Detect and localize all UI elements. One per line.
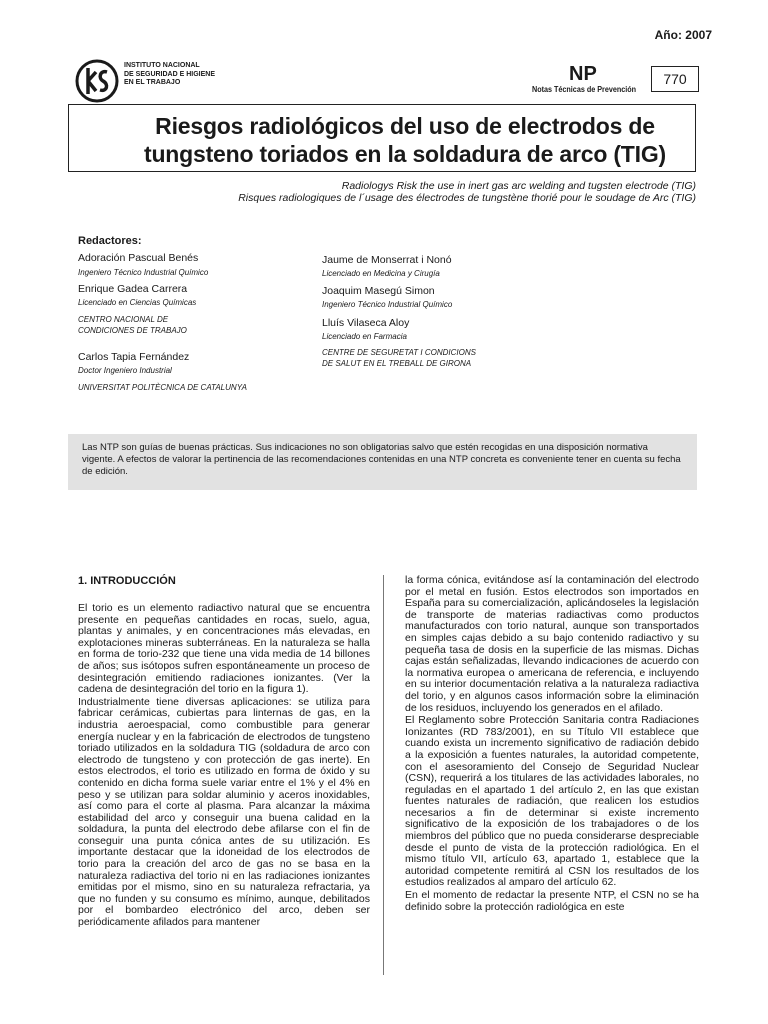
author-name: Lluís Vilaseca Aloy [322,317,410,329]
institution-name [124,62,215,88]
author-role: Licenciado en Medicina y Cirugía [322,269,440,278]
org-line: DE SALUT EN EL TREBALL DE GIRONA [322,359,472,368]
subtitle-french: Risques radiologiques de l´usage des électrodes de tungstène thorié pour le soudage de Arc (TIG) [238,192,696,204]
authors-label: Redactores: [78,235,142,247]
year-label: Año: 2007 [654,28,712,42]
institution-line: DE SEGURIDAD E HIGIENE [124,70,216,78]
author-name: Carlos Tapia Fernández [78,351,190,363]
series-label: Notas Técnicas de Prevención [532,85,637,94]
author-name: Adoración Pascual Benés [78,252,199,264]
author-organization: UNIVERSITAT POLITÈCNICA DE CATALUNYA [78,383,247,392]
author-name: Enrique Gadea Carrera [78,283,188,295]
author-role: Doctor Ingeniero Industrial [78,366,172,375]
page-title [70,112,740,168]
column-divider [383,575,384,975]
paragraph: Industrialmente tiene diversas aplicaciones: se utiliza para fabricar cerámicas, cubiertas para linternas de gas, en la industria aeroespacial, como combustible para generar energía nuclear y en la fabricación de electrodos de tungsteno toriado utilizados en la soldadura TIG (soldadura de arco con electrodo de tungsteno y con protección de gas inerte). En estos electrodos, el torio es utilizado en forma de óxido y su contenido en dicha forma suele variar entre el 1% y el 4% en peso y se utilizan para soldar aluminio y aceros inoxidables, así como para el corte al plasma. Para alcanzar la máxima estabilidad del arco y conseguir una buena calidad en la soldadura, la punta del electrodo debe afilarse con el fin de conseguir una punta cónica antes de su utilización. Es importante destacar que la idoneidad de los electrodos de torio para la creación del arco de gas no se basa en la naturaleza radiactiva del torio ni en las radiaciones ionizantes emitidas por el mismo, sino en su naturaleza refractaria, ya que no funden y su consumo es mínimo, aunque, debilitados por el bombardeo electrónico del arco, deben ser periódicamente afilados para mantener [78,695,370,929]
author-organization [322,347,476,369]
author-organization [78,314,187,336]
title-line: tungsteno toriados en la soldadura de arco (TIG) [143,141,667,167]
section-heading: 1. INTRODUCCIÓN [78,575,176,587]
body-column-left [78,603,370,930]
ntp-number: 770 [651,66,699,92]
org-line: CONDICIONES DE TRABAJO [78,326,187,335]
author-role: Licenciado en Ciencias Químicas [78,298,197,307]
institution-line: INSTITUTO NACIONAL [124,62,200,69]
institution-line: EN EL TRABAJO [124,79,181,86]
paragraph: El torio es un elemento radiactivo natural que se encuentra presente en pequeñas cantidades en rocas, suelo, agua, plantas y animales, y en concentraciones más elevadas, en explotaciones mineras subterráneas. En la naturaleza se halla en forma de torio-232 que tiene una vida media de 14 billones de años; sus isótopos sufren espontáneamente un proceso de desintegración emitiendo radiaciones ionizantes. (Ver la cadena de desintegración del torio en la figura 1). [78,602,370,696]
author-name: Jaume de Monserrat i Nonó [322,254,452,266]
insht-logo-icon [74,58,120,104]
paragraph: El Reglamento sobre Protección Sanitaria contra Radiaciones Ionizantes (RD 783/2001), en su Título VII establece que cuando exista un incremento significativo de radiación debido a la exposición a fuentes naturales, la autoridad competente, con el asesoramiento del Consejo de Seguridad Nuclear (CSN), requerirá a los titulares de las actividades laborales, no reguladas en el apartado 1 del artículo 2, en las que existan fuentes naturales de radiación, que realicen los estudios necesarios a fin de determinar si existe incremento significativo de la exposición de los trabajadores o de los miembros del público que no pueda considerarse despreciable desde el punto de vista de la protección radiológica. En el mismo título VII, artículo 63, apartado 1, establece que la autoridad competente remitirá al CSN los resultados de los estudios realizados al amparo del artículo 62. [405,714,699,889]
org-line: CENTRE DE SEGURETAT I CONDICIONS [322,348,476,357]
body-column-right [405,575,699,914]
author-name: Joaquim Masegú Simon [322,285,435,297]
author-role: Ingeniero Técnico Industrial Químico [322,300,453,309]
notice-box: Las NTP son guías de buenas prácticas. Sus indicaciones no son obligatorias salvo que estén recogidas en una disposición normativa vigente. A efectos de valorar la pertinencia de las recomendaciones contenidas en una NTP concreta es conveniente tener en cuenta su fecha de edición. [68,434,697,490]
np-logo-icon [566,62,606,82]
org-line: CENTRO NACIONAL DE [78,315,169,324]
paragraph: la forma cónica, evitándose así la contaminación del electrodo por el metal en fusión. Estos electrodos son importados en España para su comercialización, aplicándoseles la legislación de transporte de materias radiactivas como productos manufacturados con torio natural, aunque son transportados en simples cajas debido a su bajo contenido radiactivo y su pequeña tasa de dosis en la superficie de las mismas. Dichas cajas están señalizadas, llevando indicaciones de acuerdo con la normativa europea o americana de referencia, e incluyendo en su interior documentación relativa a la naturaleza radiactiva del torio, y en algunos casos información sobre la eliminación de los residuos, incluyendo los generados en el afilado. [405,574,699,714]
author-role: Ingeniero Técnico Industrial Químico [78,268,209,277]
paragraph: En el momento de redactar la presente NTP, el CSN no se ha definido sobre la protección radiológica en este [405,889,699,913]
subtitle-english: Radiologys Risk the use in inert gas arc welding and tugsten electrode (TIG) [341,180,696,192]
author-role: Licenciado en Farmacia [322,332,407,341]
title-line: Riesgos radiológicos del uso de electrodos de [155,113,655,139]
np-logo-text: NP [569,63,597,82]
